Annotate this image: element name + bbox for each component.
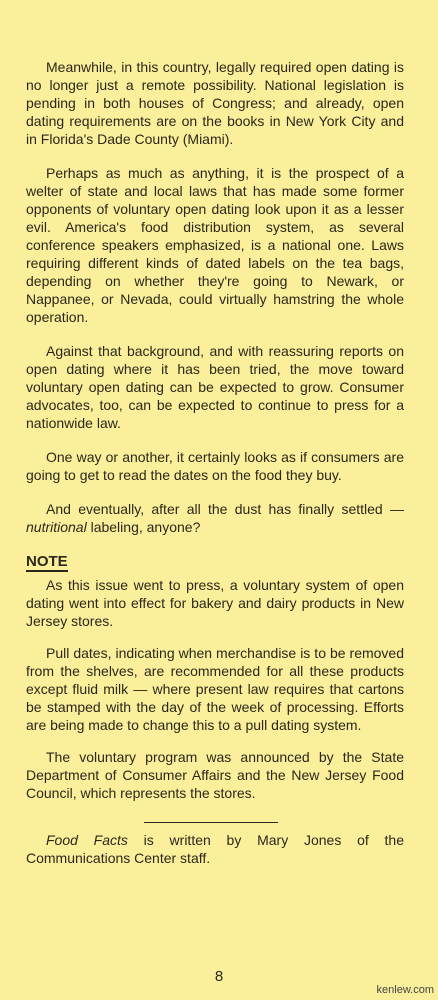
- closing-suffix: labeling, anyone?: [86, 519, 201, 535]
- paragraph-open-dating-law: Meanwhile, in this country, legally required open dating is no longer just a remote possibility. National legislation is pending in both houses of Congress; and already, open dating requirements are on the books in New York City and in Florida's Dade County (Miami).: [26, 59, 404, 147]
- paragraph-nutritional-labeling: [26, 500, 404, 536]
- credit-text: is written by Mary Jones of the Communications Center staff.: [26, 832, 404, 866]
- paragraph-read-dates: One way or another, it certainly looks as if consumers are going to get to read the dates on the food they buy.: [26, 449, 404, 483]
- closing-italic: nutritional: [26, 519, 87, 535]
- watermark-text: kenlew.com: [376, 984, 434, 996]
- credit-line: [26, 831, 404, 867]
- note-paragraph-program-announced: The voluntary program was announced by the State Department of Consumer Affairs and the New Jersey Food Council, which represents the stores.: [26, 749, 404, 801]
- paragraph-state-local-laws: Perhaps as much as anything, it is the prospect of a welter of state and local laws that has made some former opponents of voluntary open dating look upon it as a lesser evil. America's food distribution system, as several conference speakers emphasized, is a national one. Laws requiring different kinds of dated labels on the tea bags, depending on whether they're going to Newark, or Nappanee, or Nevada, could virtually hamstring the whole operation.: [26, 165, 404, 325]
- page-number: 8: [214, 968, 224, 985]
- closing-prefix: And eventually, after all the dust has finally settled —: [46, 501, 404, 517]
- note-paragraph-new-jersey: As this issue went to press, a voluntary system of open dating went into effect for bakery and dairy products in New Jersey stores.: [26, 577, 404, 629]
- separator-rule: [144, 822, 278, 823]
- credit-publication-title: Food Facts: [46, 832, 128, 848]
- paragraph-voluntary-growth: Against that background, and with reassuring reports on open dating where it has been tried, the move toward voluntary open dating can be expected to grow. Consumer advocates, too, can be expected to continue to press for a nationwide law.: [26, 343, 404, 431]
- note-paragraph-pull-dates: Pull dates, indicating when merchandise is to be removed from the shelves, are recommended for all these products except fluid milk — where present law requires that cartons be stamped with the day of the week of processing. Efforts are being made to change this to a pull dating system.: [26, 645, 404, 733]
- note-heading: NOTE: [26, 553, 68, 570]
- document-body: [26, 58, 404, 867]
